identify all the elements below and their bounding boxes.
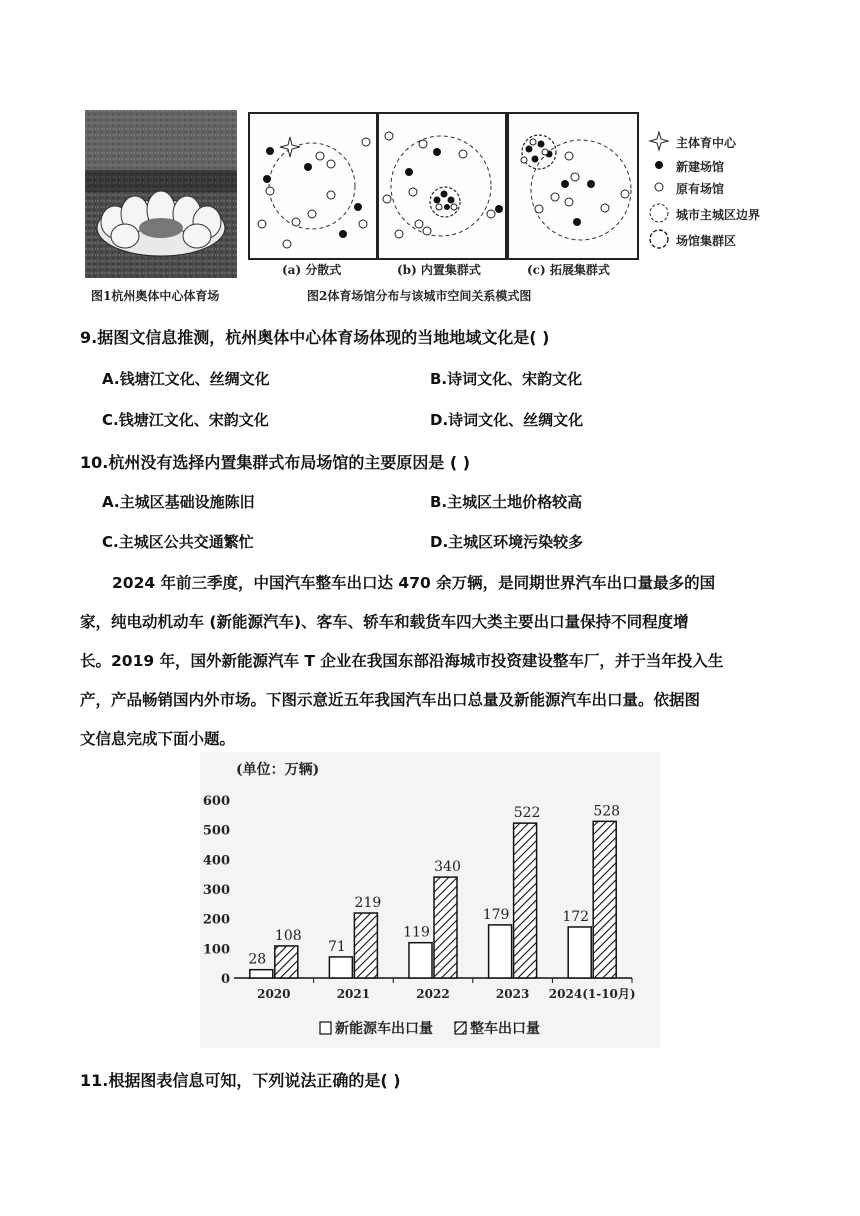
x-tick-label: 2024(1-10月) [548,987,636,1001]
y-tick-label: 200 [202,912,230,928]
legend-nev-swatch [320,1022,331,1034]
legend-old-venue-icon [655,183,663,191]
bar-value-label: 522 [513,805,541,822]
q10-option-d[interactable]: D.主城区环境污染较多 [430,533,584,551]
legend-old-venue: 原有场馆 [676,182,725,196]
nev-export-bar [489,925,512,978]
q10-option-c[interactable]: C.主城区公共交通繁忙 [102,533,254,551]
q10-option-a[interactable]: A.主城区基础设施陈旧 [102,493,255,511]
y-tick-label: 600 [202,794,230,809]
nev-export-bar [409,943,432,978]
y-tick-label: 300 [202,883,230,898]
bar-value-label: 172 [562,908,590,925]
bar-value-label: 340 [434,859,461,876]
nev-export-bar [568,927,591,978]
legend-new-venue: 新建场馆 [676,160,725,174]
legend-city-boundary: 城市主城区边界 [676,208,761,222]
q10-option-b[interactable]: B.主城区土地价格较高 [430,493,583,511]
x-tick-label: 2020 [257,987,291,1001]
passage-line: 产，产品畅销国内外市场。下图示意近五年我国汽车出口总量及新能源汽车出口量。依据图 [80,691,701,709]
legend-nev-label: 新能源车出口量 [335,1021,433,1037]
nev-export-bar [250,970,273,978]
passage-line: 长。2019 年，国外新能源汽车 T 企业在我国东部沿海城市投资建设整车厂，并于当年投入生 [80,652,724,670]
y-tick-label: 0 [220,972,230,987]
bar-value-label: 108 [274,927,302,944]
legend-city-boundary-icon [650,204,668,222]
passage-line: 文信息完成下面小题。 [80,730,236,748]
legend-total-label: 整车出口量 [470,1021,540,1037]
panel-a-label: (a) 分散式 [282,263,342,277]
q9-option-b[interactable]: B.诗词文化、宋韵文化 [430,370,583,388]
figure2-caption: 图2体育场馆分布与该城市空间关系模式图 [307,289,532,303]
q9-option-c[interactable]: C.钱塘江文化、宋韵文化 [102,411,269,429]
x-tick-label: 2023 [495,987,530,1001]
passage-line: 家，纯电动机动车 (新能源汽车)、客车、轿车和载货车四大类主要出口量保持不同程度增 [80,613,689,631]
bar-value-label: 179 [482,906,510,923]
panel-c-label: (c) 拓展集群式 [527,263,610,277]
bar-value-label: 119 [403,924,430,941]
panel-extended-cluster [507,112,639,260]
bar-value-label: 71 [327,938,346,955]
panel-dispersed [248,112,378,260]
y-tick-label: 100 [202,942,230,958]
x-tick-label: 2022 [416,987,450,1001]
total-export-bar [514,823,537,978]
q9-stem: 9.据图文信息推测，杭州奥体中心体育场体现的当地地域文化是( ) [80,328,550,347]
legend-main-center-icon [650,132,668,150]
y-tick-label: 400 [202,853,230,869]
q9-option-a[interactable]: A.钱塘江文化、丝绸文化 [102,370,270,388]
figure2-legend [646,130,776,254]
nev-export-bar [329,957,352,978]
total-export-bar [354,913,377,978]
legend-main-center: 主体育中心 [676,136,737,150]
chart-unit-label: (单位：万辆) [236,762,320,778]
export-chart-svg [200,752,660,1048]
passage-line: 2024 年前三季度，中国汽车整车出口达 470 余万辆，是同期世界汽车出口量最多的国 [112,574,716,592]
legend-cluster-area-icon [650,230,668,248]
export-chart [200,752,660,1048]
q10-stem: 10.杭州没有选择内置集群式布局场馆的主要原因是 ( ) [80,453,471,472]
bar-value-label: 219 [354,895,382,912]
total-export-bar [593,821,616,978]
q9-option-d[interactable]: D.诗词文化、丝绸文化 [430,411,584,429]
passage [80,564,780,759]
panel-inner-cluster [377,112,507,260]
panel-b-label: (b) 内置集群式 [397,263,481,277]
legend-new-venue-icon [655,161,663,169]
legend-cluster-area: 场馆集群区 [676,234,737,248]
legend-total-swatch [455,1022,466,1034]
bar-value-label: 28 [248,951,267,968]
total-export-bar [275,946,298,978]
y-tick-label: 500 [202,823,230,839]
bar-value-label: 528 [593,803,621,820]
total-export-bar [434,877,457,978]
stadium-photo [85,110,237,278]
x-tick-label: 2021 [336,987,371,1001]
q11-stem: 11.根据图表信息可知，下列说法正确的是( ) [80,1071,401,1090]
figure1-caption: 图1杭州奥体中心体育场 [91,289,220,303]
